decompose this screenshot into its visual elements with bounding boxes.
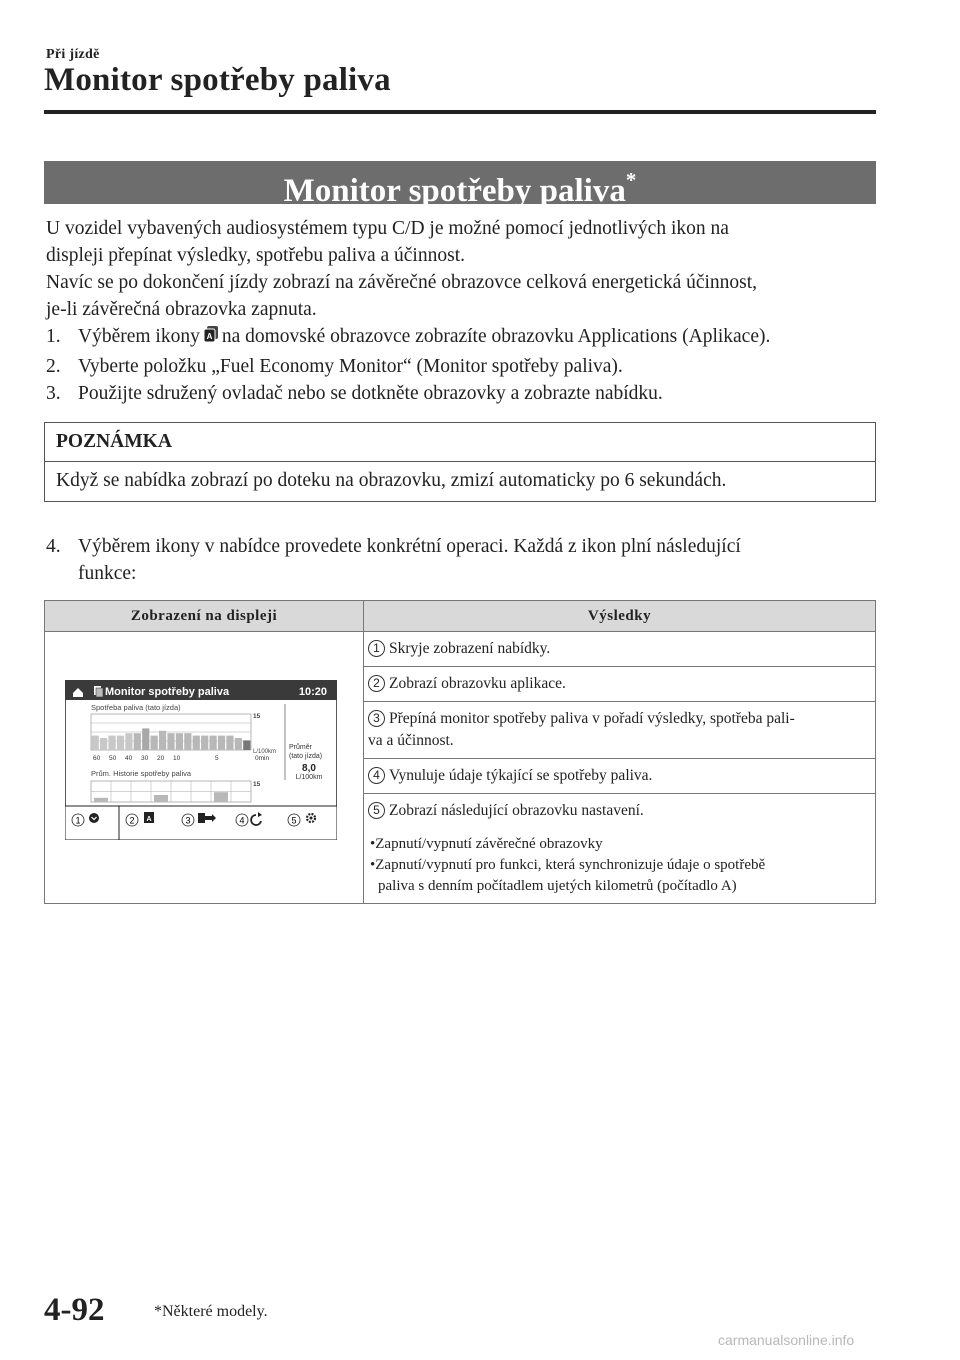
section-title: Monitor spotřeby paliva — [283, 173, 626, 209]
menu-number: 3 — [185, 815, 191, 826]
step-text: funkce: — [78, 563, 137, 584]
chart2-label: Prům. Historie spotřeby paliva — [91, 769, 192, 778]
chart1-bar — [92, 736, 99, 750]
table-row — [45, 632, 876, 667]
menu-number: 1 — [75, 815, 81, 826]
result-row-5 — [364, 794, 876, 904]
chart1-bar — [201, 736, 208, 750]
screen-title: Monitor spotřeby paliva — [105, 686, 230, 698]
result-row-1 — [364, 632, 876, 667]
result-text: Skryje zobrazení nabídky. — [389, 640, 551, 657]
chart1-bar — [226, 736, 233, 750]
intro-line: je-li závěrečná obrazovka zapnuta. — [46, 299, 317, 320]
note-box — [44, 422, 876, 502]
section-banner — [44, 161, 876, 209]
step-2 — [46, 353, 886, 380]
result-text: Přepíná monitor spotřeby paliva v pořadí výsledky, spotřeba pali- — [389, 710, 795, 727]
callout-number: 4 — [368, 767, 385, 784]
step-text: Výběrem ikony — [78, 326, 200, 347]
svg-text:A: A — [206, 332, 213, 341]
chart1-label: Spotřeba paliva (tato jízda) — [91, 703, 181, 712]
intro-line: U vozidel vybavených audiosystémem typu C/D je možné pomocí jednotlivých ikon na — [46, 218, 729, 239]
result-row-3 — [364, 702, 876, 759]
callout-number: 2 — [368, 675, 385, 692]
running-head: Při jízdě — [46, 47, 100, 62]
page-number: 4-92 — [44, 1292, 105, 1328]
callout-number: 5 — [368, 802, 385, 819]
menu-number: 5 — [291, 815, 297, 826]
chart1-bar — [159, 731, 166, 750]
step-text: na domovské obrazovce zobrazíte obrazovku Applications (Aplikace). — [221, 326, 771, 347]
intro-paragraph-2 — [46, 269, 886, 323]
chart2-bar — [154, 795, 168, 802]
chart1-x-tick: 30 — [141, 755, 149, 762]
steps-list — [46, 323, 886, 407]
menu-number: 2 — [129, 815, 135, 826]
chart1-bar — [243, 740, 250, 750]
chart1-bar — [100, 738, 107, 750]
chart1-bar — [125, 733, 132, 750]
chart1-x-tick: 60 — [93, 755, 101, 762]
result-row-4 — [364, 759, 876, 794]
chart1-bar — [193, 736, 200, 750]
chart2-ymax: 15 — [253, 781, 261, 788]
chart1-bar — [218, 736, 225, 750]
col-results-header: Výsledky — [364, 601, 876, 632]
step-1 — [46, 323, 886, 353]
avg-unit: L/100km — [295, 774, 323, 781]
chart1-bar — [184, 733, 191, 750]
chart1-x-tick: 10 — [173, 755, 181, 762]
result-row-2 — [364, 667, 876, 702]
result-text: Zobrazí obrazovku aplikace. — [389, 675, 566, 692]
applications-icon — [202, 325, 220, 353]
chart1-bar — [108, 736, 115, 750]
chart1-bar — [134, 733, 141, 750]
step-text: Vyberte položku „Fuel Economy Monitor“ (Monitor spotřeby paliva). — [78, 356, 623, 377]
result-text: va a účinnost. — [368, 732, 454, 749]
chart1-bar — [117, 736, 124, 750]
callout-number: 3 — [368, 710, 385, 727]
step-text: Výběrem ikony v nabídce provedete konkrétní operaci. Každá z ikon plní následující — [78, 536, 741, 557]
avg-label-2: (tato jízda) — [289, 753, 323, 760]
bullet-continuation: paliva s denním počítadlem ujetých kilometrů (počítadlo A) — [378, 878, 737, 894]
infotainment-screen — [65, 680, 337, 840]
applications-icon — [144, 812, 154, 823]
table-header-row — [45, 601, 876, 632]
chart1-bar — [167, 733, 174, 750]
chart1-bar — [176, 733, 183, 750]
intro-line: displeji přepínat výsledky, spotřebu paliva a účinnost. — [46, 245, 465, 266]
function-table — [44, 600, 876, 904]
chart1-x-tick: 40 — [125, 755, 133, 762]
step-number: 3. — [46, 383, 61, 404]
chart1-x-tick: 50 — [109, 755, 117, 762]
page-title: Monitor spotřeby paliva — [44, 62, 391, 98]
result-text: Vynuluje údaje týkající se spotřeby paliva. — [389, 767, 653, 784]
step-number: 1. — [46, 326, 61, 347]
svg-text:A: A — [146, 816, 152, 823]
bullet-item: •Zapnutí/vypnutí závěrečné obrazovky — [370, 836, 603, 852]
step-3 — [46, 380, 886, 407]
display-cell — [45, 632, 364, 904]
bullet-item: •Zapnutí/vypnutí pro funkci, která synchronizuje údaje o spotřebě — [370, 857, 766, 873]
chart2-bar — [214, 792, 228, 802]
chevron-down-icon — [89, 813, 99, 823]
step-number: 2. — [46, 356, 61, 377]
chart1-ymax: 15 — [253, 713, 261, 720]
chart1-bar — [142, 728, 149, 750]
chart1-bar — [151, 736, 158, 750]
intro-paragraph-1 — [46, 215, 886, 269]
footnote: *Některé modely. — [154, 1303, 268, 1320]
step-text: Použijte sdružený ovladač nebo se dotkněte obrazovky a zobrazte nabídku. — [78, 383, 663, 404]
chart1-x-tick: 20 — [157, 755, 165, 762]
step-number: 4. — [46, 536, 61, 557]
intro-line: Navíc se po dokončení jízdy zobrazí na závěrečné obrazovce celková energetická účinnost, — [46, 272, 758, 293]
note-heading: POZNÁMKA — [45, 423, 875, 462]
note-text: Když se nabídka zobrazí po doteku na obrazovku, zmizí automaticky po 6 sekundách. — [56, 470, 727, 491]
chart1-x-tick: 0min — [255, 755, 270, 762]
watermark: carmanualsonline.info — [718, 1332, 855, 1348]
col-display-header: Zobrazení na displeji — [45, 601, 364, 632]
chart1-x-tick: 5 — [215, 755, 219, 762]
avg-value: 8,0 — [302, 763, 316, 774]
callout-number: 1 — [368, 640, 385, 657]
chart1-unit: L/100km — [253, 749, 277, 755]
title-rule — [44, 110, 876, 114]
chart1-bar — [235, 738, 242, 750]
screen-clock: 10:20 — [298, 686, 327, 698]
section-asterisk: * — [625, 168, 637, 192]
chart2-bar — [94, 798, 108, 802]
chart1-bar — [209, 736, 216, 750]
result-text: Zobrazí následující obrazovku nastavení. — [389, 802, 644, 819]
step-4 — [46, 533, 886, 587]
menu-number: 4 — [239, 815, 245, 826]
avg-label-1: Průměr — [289, 744, 312, 751]
